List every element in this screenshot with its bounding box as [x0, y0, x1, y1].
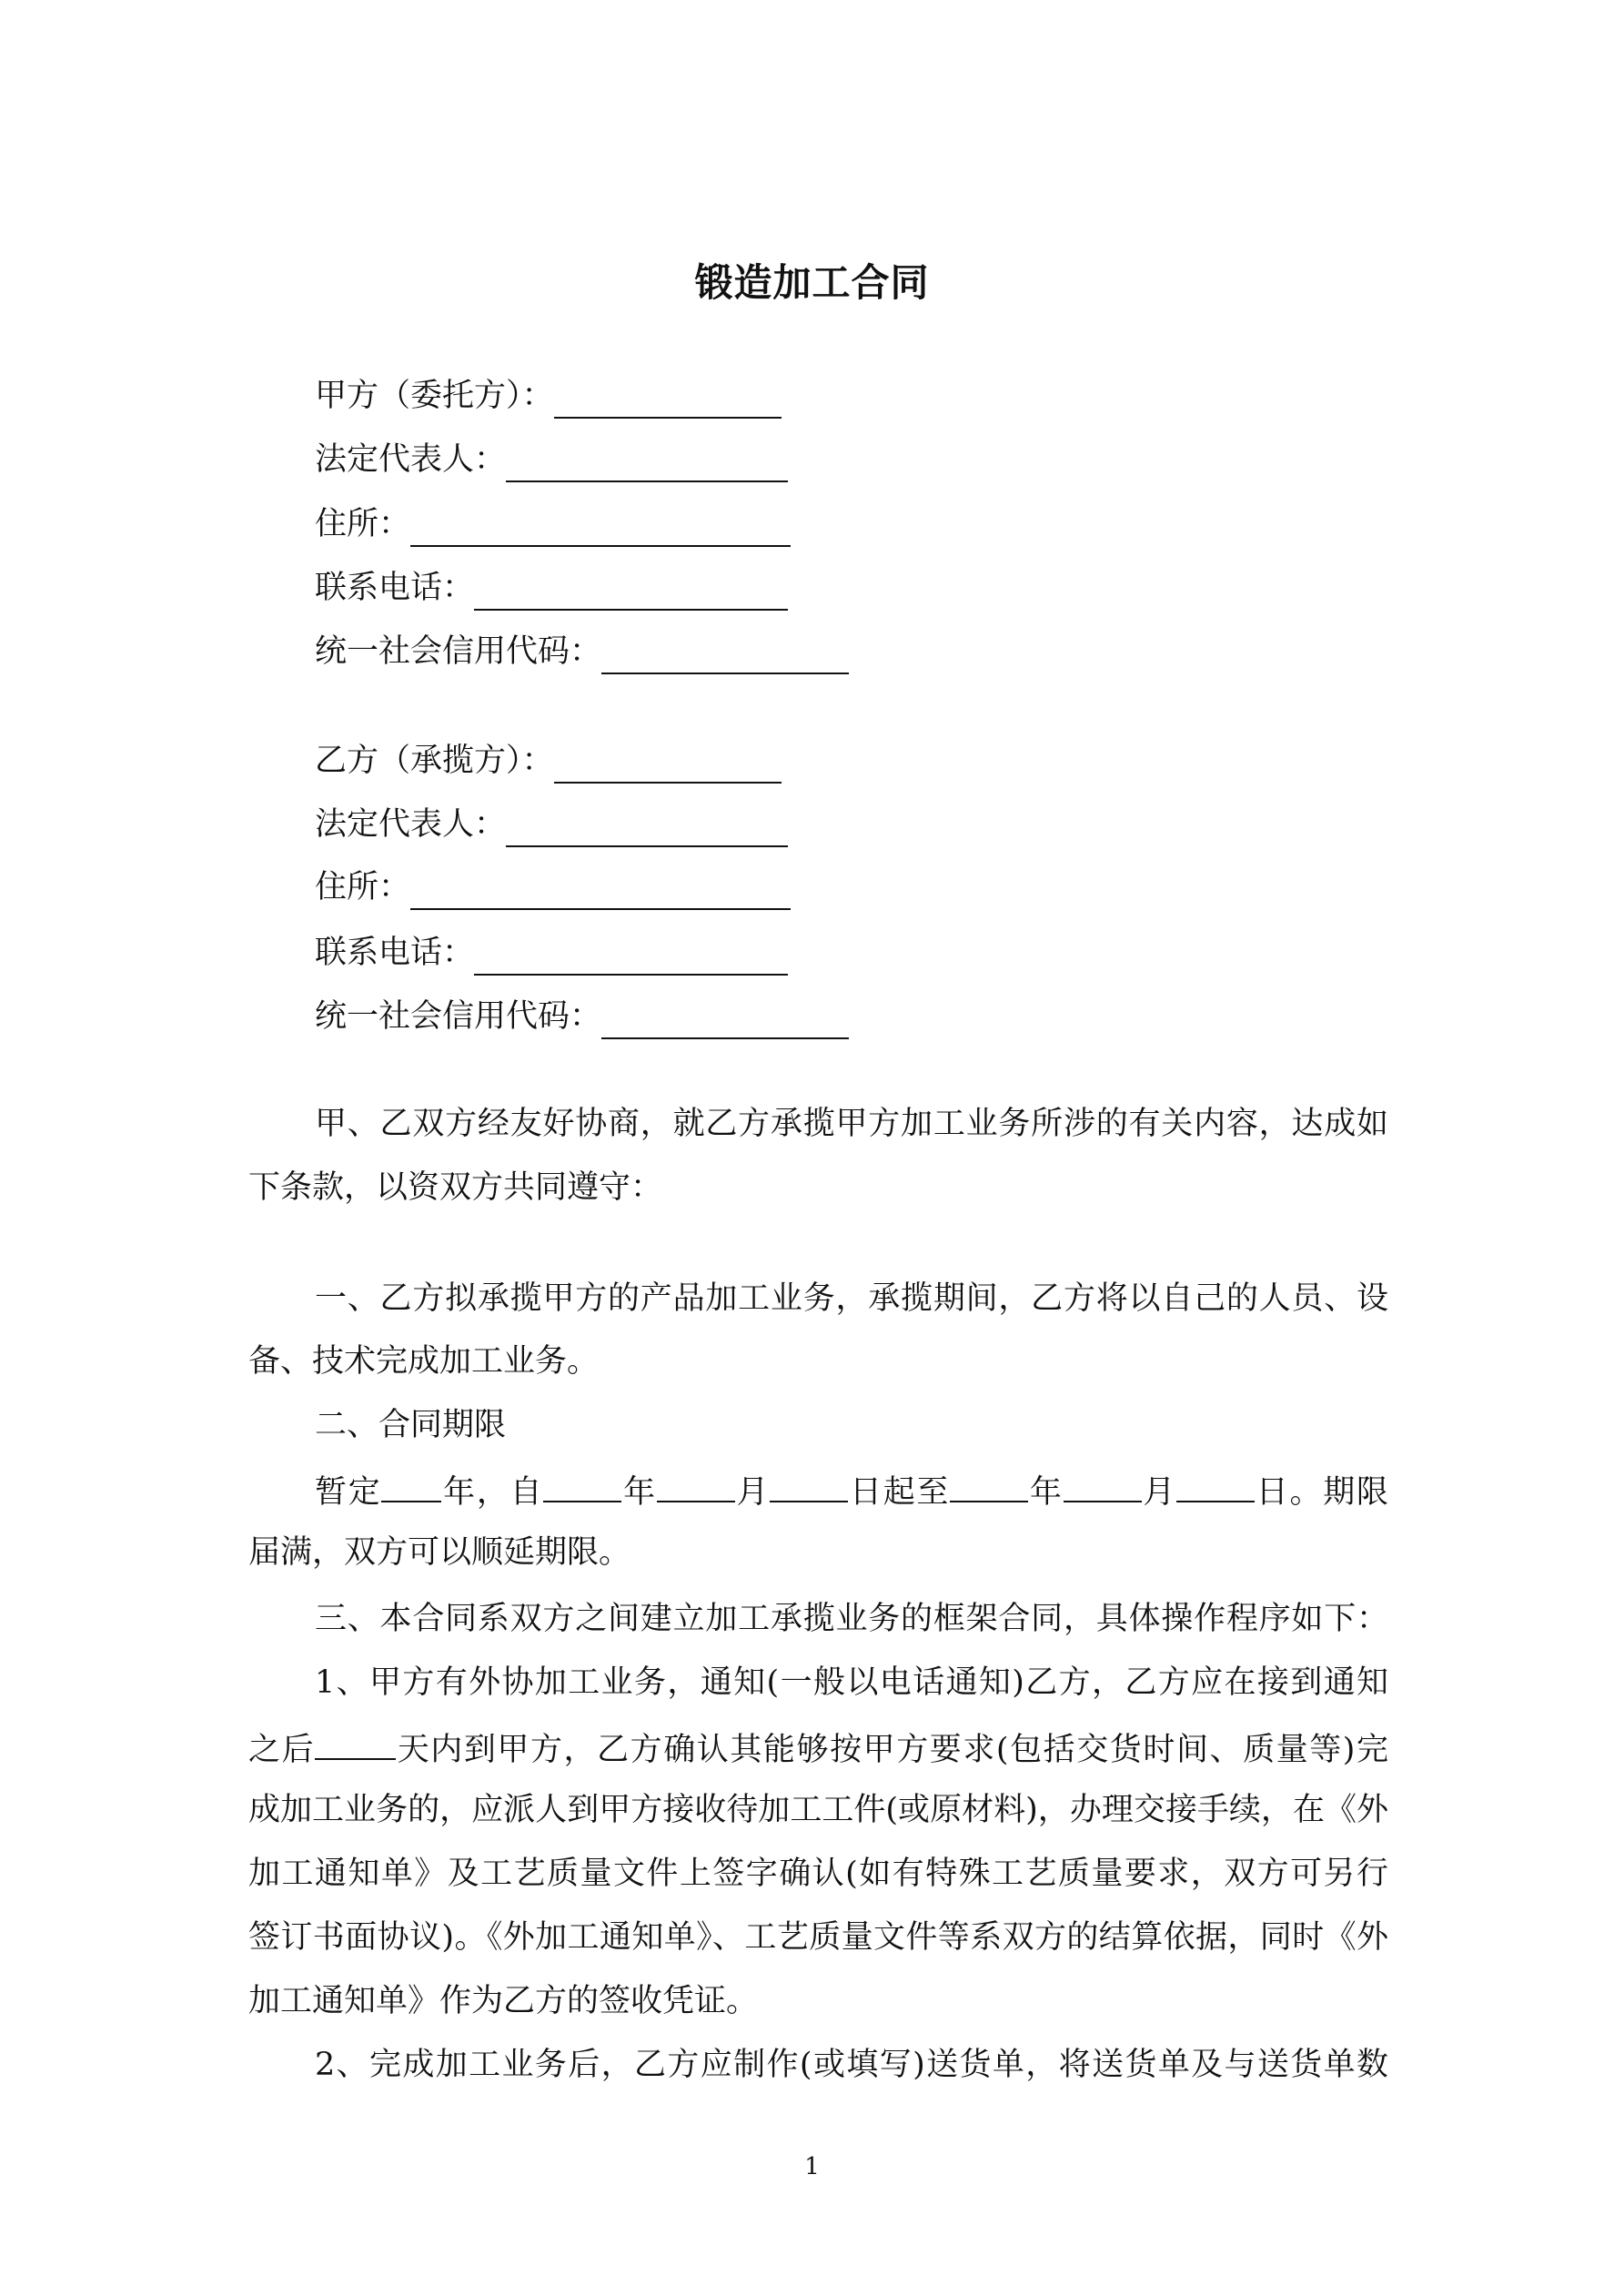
item1-line: 加工通知单》及工艺质量文件上签字确认(如有特殊工艺质量要求，双方可另行 — [248, 1856, 1388, 1892]
field-label: 住所： — [315, 869, 411, 905]
field-label: 联系电话： — [315, 935, 475, 971]
blank-line — [506, 444, 788, 482]
blank-line — [554, 380, 782, 419]
blank-line — [315, 1724, 396, 1760]
item1-line: 加工通知单》作为乙方的签收凭证。 — [248, 1983, 759, 2019]
blank-line — [506, 809, 788, 847]
item1-line: 签订书面协议)。《外加工通知单》、工艺质量文件等系双方的结算依据，同时《外 — [248, 1919, 1388, 1956]
intro-line: 下条款，以资双方共同遵守： — [248, 1169, 663, 1206]
intro-line: 甲、乙双方经友好协商，就乙方承揽甲方加工业务所涉的有关内容，达成如 — [315, 1106, 1388, 1142]
party-a-rep-field — [315, 437, 788, 482]
item1-text: 之后 — [248, 1732, 316, 1768]
party-b-code-field — [315, 994, 849, 1039]
field-label: 乙方（承揽方）： — [315, 743, 554, 779]
blank-line — [601, 636, 849, 674]
blank-line — [770, 1466, 848, 1502]
party-b-name-field — [315, 738, 782, 784]
field-label: 甲方（委托方）： — [315, 378, 554, 414]
party-a-address-field — [315, 501, 791, 547]
party-b-phone-field — [315, 930, 788, 976]
blank-line — [1064, 1466, 1142, 1502]
term-line — [315, 1466, 1388, 1515]
party-b-rep-field — [315, 802, 788, 847]
party-b-address-field — [315, 865, 791, 910]
blank-line — [474, 937, 788, 976]
blank-line — [554, 745, 782, 784]
term-text: 日。期限 — [1255, 1474, 1388, 1511]
clause1-line: 备、技术完成加工业务。 — [248, 1343, 600, 1380]
page-number: 1 — [804, 2153, 820, 2180]
blank-line — [1176, 1466, 1255, 1502]
blank-line — [474, 572, 788, 611]
item2-line: 2、完成加工业务后，乙方应制作(或填写)送货单，将送货单及与送货单数 — [315, 2047, 1388, 2083]
term-text: 年 — [621, 1474, 657, 1511]
field-label: 联系电话： — [315, 570, 475, 606]
blank-line — [657, 1466, 735, 1502]
party-a-name-field — [315, 373, 782, 419]
blank-line — [601, 1001, 849, 1039]
term-text: 月 — [1141, 1474, 1177, 1511]
blank-line — [543, 1466, 621, 1502]
blank-line — [410, 509, 791, 547]
item1-line: 成加工业务的，应派人到甲方接收待加工工件(或原材料)，办理交接手续，在《外 — [248, 1792, 1388, 1828]
blank-line — [950, 1466, 1028, 1502]
term-text: 月 — [734, 1474, 771, 1511]
field-label: 法定代表人： — [315, 441, 507, 478]
party-a-code-field — [315, 629, 849, 674]
term-text: 年 — [1028, 1474, 1064, 1511]
term-text: 暂定 — [315, 1474, 382, 1511]
clause1-line: 一、乙方拟承揽甲方的产品加工业务，承揽期间，乙方将以自己的人员、设 — [315, 1280, 1388, 1317]
party-a-phone-field — [315, 565, 788, 611]
term-text: 日起至 — [848, 1474, 951, 1511]
blank-line — [381, 1466, 441, 1502]
blank-line — [410, 872, 791, 910]
term-text: 年，自 — [441, 1474, 544, 1511]
clause2-heading: 二、合同期限 — [315, 1407, 507, 1443]
field-label: 统一社会信用代码： — [315, 633, 602, 670]
term-line: 届满，双方可以顺延期限。 — [248, 1534, 631, 1571]
item1-line — [248, 1724, 1388, 1773]
item1-line: 1、甲方有外协加工业务，通知(一般以电话通知)乙方，乙方应在接到通知 — [315, 1664, 1388, 1701]
item1-text: 天内到甲方，乙方确认其能够按甲方要求(包括交货时间、质量等)完 — [396, 1732, 1388, 1768]
clause3-heading: 三、本合同系双方之间建立加工承揽业务的框架合同，具体操作程序如下： — [315, 1601, 1388, 1637]
field-label: 住所： — [315, 506, 411, 542]
document-title: 锻造加工合同 — [694, 260, 930, 305]
field-label: 法定代表人： — [315, 806, 507, 843]
field-label: 统一社会信用代码： — [315, 998, 602, 1035]
